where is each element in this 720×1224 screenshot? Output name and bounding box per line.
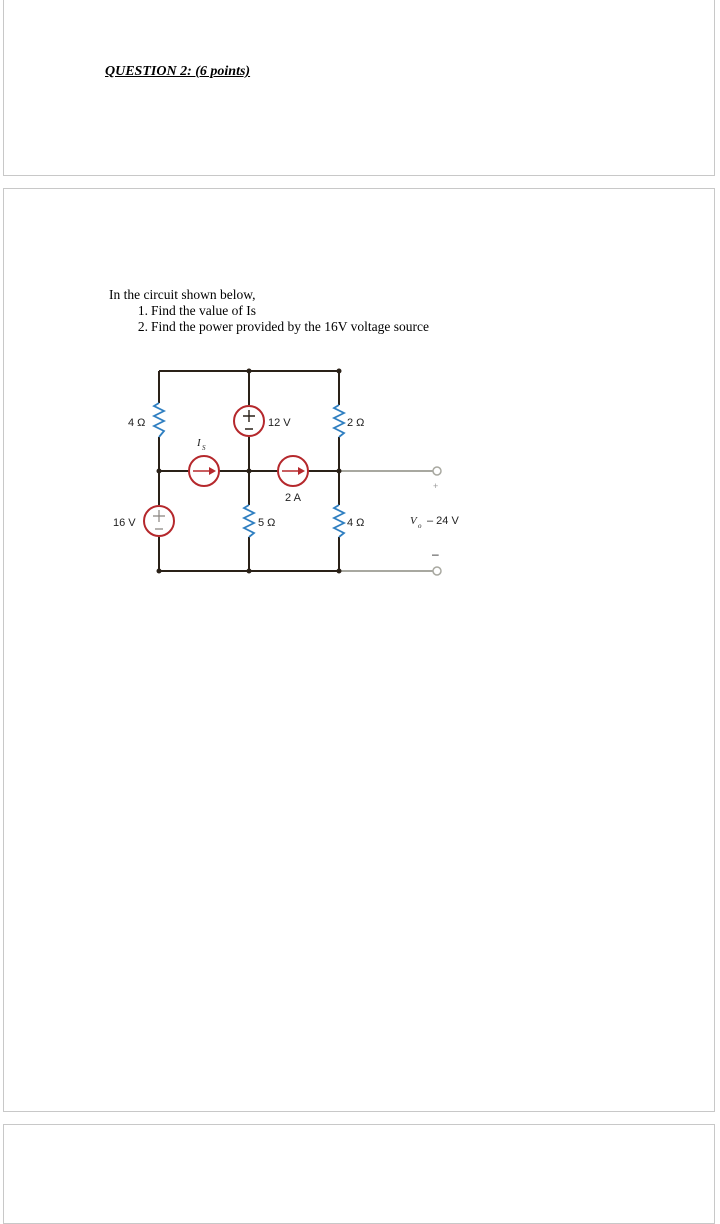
- label-vo: V: [410, 515, 417, 527]
- label-r2-top: 2 Ω: [347, 417, 365, 429]
- label-is-sub: S: [202, 444, 206, 452]
- label-r5: 5 Ω: [258, 517, 276, 529]
- label-2a: 2 A: [285, 492, 301, 504]
- question-title: QUESTION 2: (6 points): [105, 64, 251, 79]
- label-v16: 16 V: [113, 517, 136, 529]
- current-source-is: [189, 456, 219, 486]
- resistor-2ohm-top: [334, 405, 344, 437]
- terminal-bottom: [433, 567, 441, 575]
- label-vo-sub: o: [418, 522, 422, 530]
- task-item: 1. Find the value of Is: [137, 303, 256, 318]
- voltage-source-12v: [234, 406, 264, 436]
- label-vo-plus: +: [433, 481, 439, 491]
- voltage-source-16v: [144, 506, 174, 536]
- resistor-4ohm-bottom: [334, 505, 344, 537]
- label-vo-value: – 24 V: [427, 515, 459, 527]
- label-vo-minus: –: [432, 547, 439, 561]
- label-v12: 12 V: [268, 417, 291, 429]
- resistor-5ohm: [244, 505, 254, 537]
- current-source-2a: [278, 456, 308, 486]
- label-is: I: [197, 437, 201, 449]
- problem-intro: In the circuit shown below,: [109, 287, 256, 302]
- resistor-4ohm-top: [154, 403, 164, 437]
- task-item: 2. Find the power provided by the 16V voltage source: [137, 318, 429, 334]
- label-r4-bottom: 4 Ω: [347, 517, 365, 529]
- terminal-top: [433, 467, 441, 475]
- label-r4-top: 4 Ω: [128, 417, 146, 429]
